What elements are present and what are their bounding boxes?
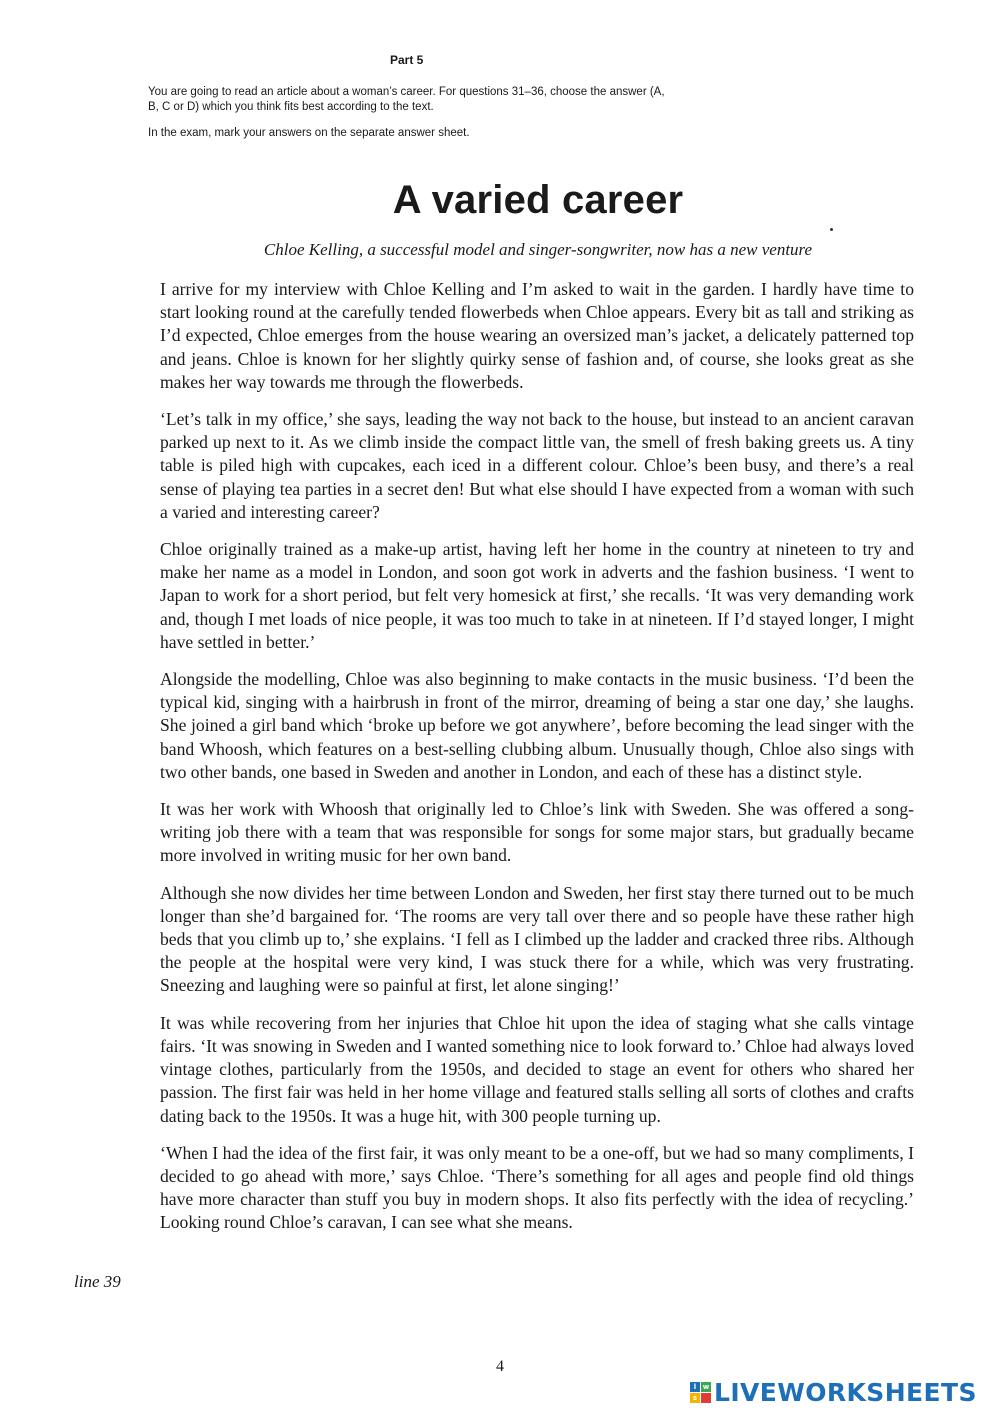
speck-mark [830, 228, 833, 231]
article-paragraph-8: ‘When I had the idea of the first fair, it was only meant to be a one-off, but we had so many compliments, I decided to go ahead with more,’ says Chloe. ‘There’s something for all ages and people find old things have more character than stuff you buy in modern shops. It also fits perfectly with the idea of recycling.’ Looking round Chloe’s caravan, I can see what she means. [160, 1142, 914, 1233]
logo-text: LIVEWORKSHEETS [714, 1378, 977, 1407]
page-number: 4 [496, 1358, 504, 1375]
instructions [148, 85, 668, 152]
article-paragraph-7: It was while recovering from her injuries that Chloe hit upon the idea of staging what she calls vintage fairs. ‘It was snowing in Sweden and I wanted something nice to look forward to.’ Chloe had always loved vintage clothes, particularly from the 1950s, and decided to stage an event for others who shared her passion. The first fair was held in her home village and featured stalls selling all sorts of clothes and crafts dating back to the 1950s. It was a huge hit, with 300 people turning up. [160, 1012, 914, 1126]
instruction-text-2: In the exam, mark your answers on the separate answer sheet. [148, 127, 470, 139]
article-paragraph-3: Chloe originally trained as a make-up artist, having left her home in the country at nineteen to try and make her name as a model in London, and soon got work in adverts and the fashion business. ‘I went to Japan to work for a short period, but felt very homesick at first,’ she recalls. ‘It was very demanding work and, though I met loads of nice people, it was too much to take in at nineteen. If I’d stayed longer, I might have settled in better.’ [160, 539, 914, 652]
instruction-text-1: You are going to read an article about a woman’s career. For questions 31–36, choose the answer (A, B, C or D) which you think fits best according to the text. [148, 86, 665, 113]
logo-square-red [701, 1393, 711, 1403]
logo-square-yellow: s [690, 1393, 700, 1403]
logo-mark-icon [690, 1382, 711, 1403]
line-marker: line 39 [74, 1272, 121, 1291]
article-paragraph-6: Although she now divides her time between London and Sweden, her first stay there turned out to be much longer than she’d bargained for. ‘The rooms are very tall over there and so people have these rather high beds that you climb up to,’ she explains. ‘I fell as I climbed up the ladder and cracked three ribs. Although the people at the hospital were very kind, I was stuck there for a while, which was very frustrating. Sneezing and laughing were so painful at first, let alone singing!’ [160, 882, 914, 996]
article-paragraph-4: Alongside the modelling, Chloe was also beginning to make contacts in the music business. ‘I’d been the typical kid, singing with a hairbrush in front of the mirror, dreaming of being a star one day,’ she laughs. She joined a girl band which ‘broke up before we got anywhere’, before becoming the lead singer with the band Whoosh, which features on a best-selling clubbing album. Unusually though, Chloe also sings with two other bands, one based in Sweden and another in London, and each of these has a distinct style. [160, 669, 914, 782]
article-title: A varied career [392, 178, 684, 222]
article-body [160, 278, 914, 1249]
article-paragraph-1: I arrive for my interview with Chloe Kelling and I’m asked to wait in the garden. I hardly have time to start looking round at the carefully tended flowerbeds when Chloe appears. Every bit as tall and striking as I’d expected, Chloe emerges from the house wearing an oversized man’s jacket, a delicately patterned top and jeans. Chloe is known for her slightly quirky sense of fashion and, of course, she looks great as she makes her way towards me through the flowerbeds. [160, 279, 914, 392]
part-label: Part 5 [390, 53, 424, 67]
logo-square-green: w [702, 1383, 710, 1391]
article-subtitle: Chloe Kelling, a successful model and singer-songwriter, now has a new venture [263, 240, 813, 259]
article-paragraph-5: It was her work with Whoosh that originally led to Chloe’s link with Sweden. She was offered a song-writing job there with a team that was responsible for songs for some major stars, but gradually became more involved in writing music for her own band. [160, 799, 914, 866]
liveworksheets-logo[interactable] [690, 1378, 977, 1407]
logo-square-blue: l [690, 1382, 700, 1392]
article-paragraph-2: ‘Let’s talk in my office,’ she says, leading the way not back to the house, but instead to an ancient caravan parked up next to it. As we climb inside the compact little van, the smell of fresh baking greets us. A tiny table is piled high with cupcakes, each iced in a different colour. Chloe’s been busy, and there’s a real sense of playing tea parties in a secret den! But what else should I have expected from a woman with such a varied and interesting career? [160, 409, 914, 522]
